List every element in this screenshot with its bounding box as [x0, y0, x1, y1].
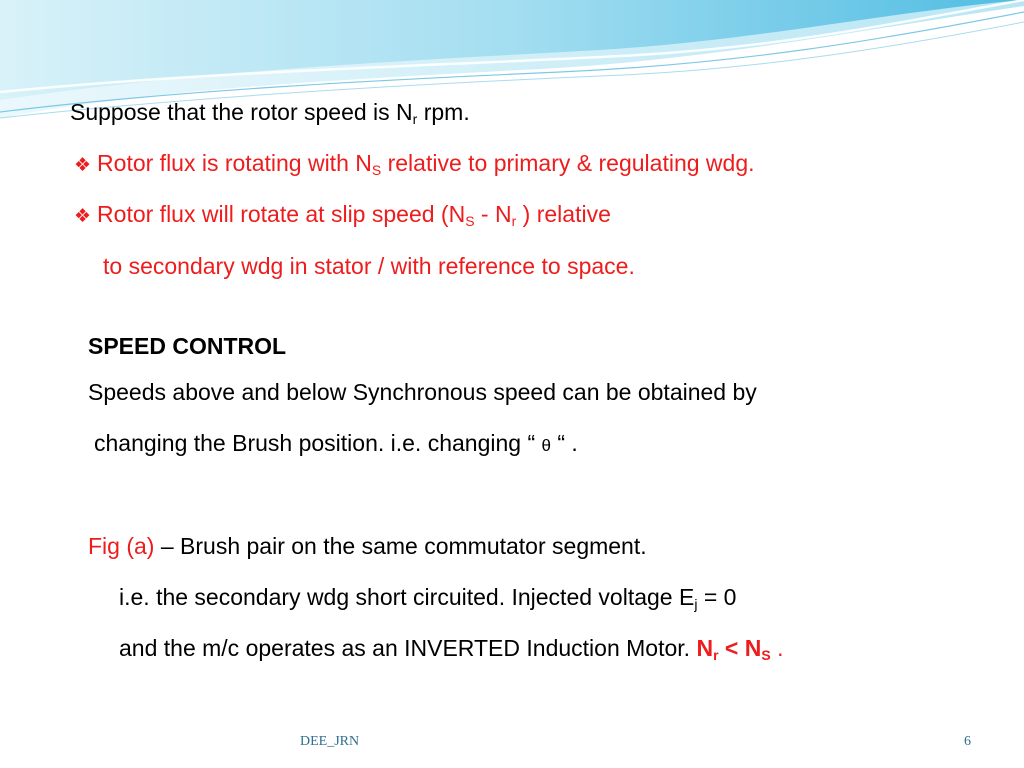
diamond-bullet-icon: ❖	[74, 154, 92, 176]
bullet-slip-speed-continuation: to secondary wdg in stator / with reference to space.	[103, 253, 635, 279]
fig-a-line: Fig (a) – Brush pair on the same commutator segment.	[88, 533, 647, 559]
bullet-rotor-flux-rotating: ❖ Rotor flux is rotating with $N_S$ relative to primary & regulating wdg.	[74, 150, 755, 178]
bullet-slip-speed: ❖ Rotor flux will rotate at slip speed ($N_S - N_r$ ) relative	[74, 201, 611, 229]
speed-comparison: $N_r < N_S$	[696, 635, 771, 663]
speed-paragraph-line2: changing the Brush position. i.e. changing “ θ “ .	[94, 430, 578, 456]
intro-line: Suppose that the rotor speed is $N_r$ rpm.	[70, 99, 470, 127]
fig-a-line2: i.e. the secondary wdg short circuited. Injected voltage $E_j = 0$	[119, 584, 737, 612]
footer-label: DEE_JRN	[300, 734, 360, 749]
section-title: SPEED CONTROL	[88, 333, 287, 359]
page-number: 6	[964, 734, 971, 749]
fig-a-line3: and the m/c operates as an INVERTED Induction Motor. $N_r < N_S$ .	[119, 635, 784, 663]
fig-label: Fig (a)	[88, 533, 155, 559]
speed-paragraph-line1: Speeds above and below Synchronous speed can be obtained by	[88, 379, 757, 405]
diamond-bullet-icon: ❖	[74, 205, 92, 227]
